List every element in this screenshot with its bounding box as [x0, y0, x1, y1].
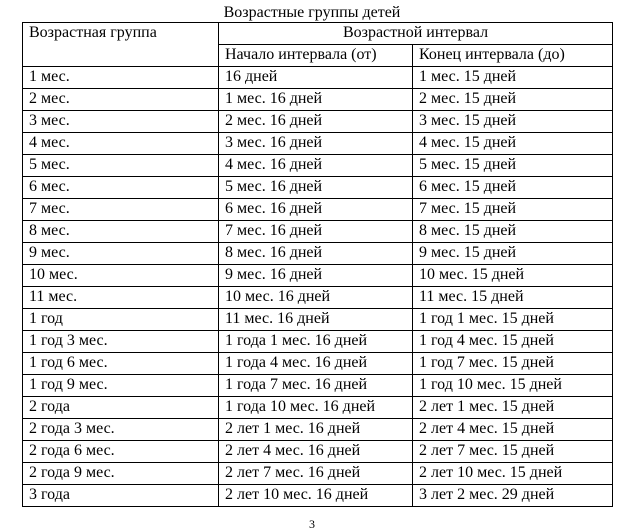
table-row — [23, 309, 613, 331]
cell-age-group: 2 мес. — [23, 89, 219, 111]
table-row — [23, 419, 613, 441]
cell-interval-start: 5 мес. 16 дней — [219, 177, 413, 199]
cell-interval-end: 6 мес. 15 дней — [413, 177, 613, 199]
table-row — [23, 463, 613, 485]
header-age-group: Возрастная группа — [23, 23, 219, 67]
header-interval-start: Начало интервала (от) — [219, 45, 413, 67]
table-row — [23, 133, 613, 155]
cell-interval-start: 8 мес. 16 дней — [219, 243, 413, 265]
cell-interval-end: 8 мес. 15 дней — [413, 221, 613, 243]
table-row — [23, 265, 613, 287]
table-row — [23, 221, 613, 243]
header-row — [23, 23, 613, 45]
age-groups-table — [22, 22, 613, 507]
table-body — [23, 67, 613, 507]
table-title: Возрастные группы детей — [223, 4, 401, 21]
table-row — [23, 199, 613, 221]
cell-interval-end: 2 лет 1 мес. 15 дней — [413, 397, 613, 419]
page-number: 3 — [309, 517, 315, 531]
cell-interval-end: 1 год 7 мес. 15 дней — [413, 353, 613, 375]
cell-interval-end: 1 год 4 мес. 15 дней — [413, 331, 613, 353]
cell-interval-start: 1 года 4 мес. 16 дней — [219, 353, 413, 375]
table-row — [23, 177, 613, 199]
cell-age-group: 1 год — [23, 309, 219, 331]
cell-age-group: 2 года — [23, 397, 219, 419]
cell-interval-start: 1 года 10 мес. 16 дней — [219, 397, 413, 419]
cell-interval-end: 9 мес. 15 дней — [413, 243, 613, 265]
table-row — [23, 243, 613, 265]
cell-age-group: 1 год 6 мес. — [23, 353, 219, 375]
cell-interval-end: 11 мес. 15 дней — [413, 287, 613, 309]
cell-age-group: 1 год 3 мес. — [23, 331, 219, 353]
cell-age-group: 10 мес. — [23, 265, 219, 287]
table-row — [23, 89, 613, 111]
cell-interval-start: 1 мес. 16 дней — [219, 89, 413, 111]
cell-age-group: 5 мес. — [23, 155, 219, 177]
cell-interval-end: 5 мес. 15 дней — [413, 155, 613, 177]
table-row — [23, 111, 613, 133]
table-row — [23, 287, 613, 309]
cell-interval-end: 1 год 10 мес. 15 дней — [413, 375, 613, 397]
cell-interval-start: 2 лет 10 мес. 16 дней — [219, 485, 413, 507]
cell-interval-end: 2 мес. 15 дней — [413, 89, 613, 111]
cell-interval-start: 6 мес. 16 дней — [219, 199, 413, 221]
cell-interval-end: 3 мес. 15 дней — [413, 111, 613, 133]
cell-interval-end: 10 мес. 15 дней — [413, 265, 613, 287]
cell-age-group: 11 мес. — [23, 287, 219, 309]
table-row — [23, 375, 613, 397]
cell-age-group: 6 мес. — [23, 177, 219, 199]
cell-age-group: 3 года — [23, 485, 219, 507]
cell-age-group: 7 мес. — [23, 199, 219, 221]
cell-interval-end: 7 мес. 15 дней — [413, 199, 613, 221]
cell-interval-start: 1 года 7 мес. 16 дней — [219, 375, 413, 397]
cell-interval-start: 7 мес. 16 дней — [219, 221, 413, 243]
cell-interval-start: 2 лет 1 мес. 16 дней — [219, 419, 413, 441]
cell-age-group: 1 год 9 мес. — [23, 375, 219, 397]
cell-interval-end: 1 мес. 15 дней — [413, 67, 613, 89]
cell-age-group: 4 мес. — [23, 133, 219, 155]
header-interval-end: Конец интервала (до) — [413, 45, 613, 67]
cell-interval-start: 4 мес. 16 дней — [219, 155, 413, 177]
table-row — [23, 441, 613, 463]
cell-interval-start: 1 года 1 мес. 16 дней — [219, 331, 413, 353]
cell-interval-end: 1 год 1 мес. 15 дней — [413, 309, 613, 331]
cell-age-group: 3 мес. — [23, 111, 219, 133]
table-row — [23, 397, 613, 419]
cell-interval-start: 2 лет 4 мес. 16 дней — [219, 441, 413, 463]
cell-age-group: 8 мес. — [23, 221, 219, 243]
cell-interval-start: 3 мес. 16 дней — [219, 133, 413, 155]
table-row — [23, 67, 613, 89]
table-row — [23, 331, 613, 353]
cell-age-group: 2 года 6 мес. — [23, 441, 219, 463]
cell-age-group: 2 года 9 мес. — [23, 463, 219, 485]
cell-interval-end: 2 лет 7 мес. 15 дней — [413, 441, 613, 463]
table-row — [23, 155, 613, 177]
table-row — [23, 485, 613, 507]
cell-interval-end: 2 лет 10 мес. 15 дней — [413, 463, 613, 485]
cell-interval-end: 2 лет 4 мес. 15 дней — [413, 419, 613, 441]
cell-interval-start: 16 дней — [219, 67, 413, 89]
header-age-interval: Возрастной интервал — [219, 23, 613, 45]
cell-interval-start: 11 мес. 16 дней — [219, 309, 413, 331]
cell-interval-start: 2 лет 7 мес. 16 дней — [219, 463, 413, 485]
cell-age-group: 2 года 3 мес. — [23, 419, 219, 441]
cell-interval-start: 10 мес. 16 дней — [219, 287, 413, 309]
cell-interval-end: 3 лет 2 мес. 29 дней — [413, 485, 613, 507]
cell-age-group: 9 мес. — [23, 243, 219, 265]
cell-interval-start: 9 мес. 16 дней — [219, 265, 413, 287]
cell-interval-end: 4 мес. 15 дней — [413, 133, 613, 155]
cell-age-group: 1 мес. — [23, 67, 219, 89]
cell-interval-start: 2 мес. 16 дней — [219, 111, 413, 133]
table-row — [23, 353, 613, 375]
